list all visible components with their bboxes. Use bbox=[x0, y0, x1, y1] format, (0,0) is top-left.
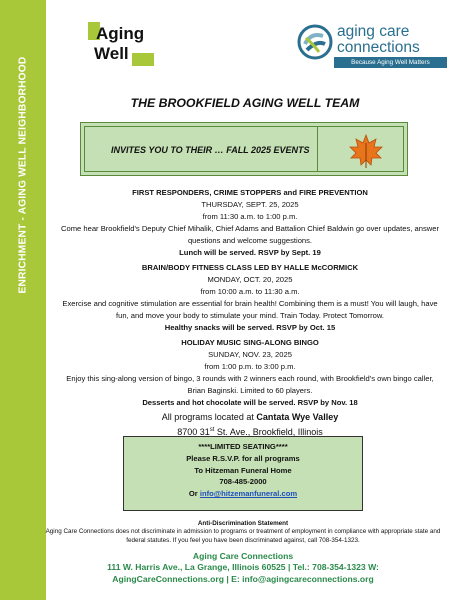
rsvp-box bbox=[123, 436, 363, 511]
rsvp-content bbox=[124, 437, 362, 500]
footer-address: 111 W. Harris Ave., La Grange, Illinois 60525 | Tel.: 708-354-1323 W: bbox=[107, 562, 379, 573]
event-description: Come hear Brookfield's Deputy Chief Mihalik, Chief Adams and Battalion Chief Baldwin go over updates, answer questions and welcome suggestions. bbox=[61, 224, 439, 245]
event-time: from 10:00 a.m. to 11:30 a.m. bbox=[200, 287, 300, 296]
limited-seating-heading: ****LIMITED SEATING**** bbox=[198, 442, 288, 451]
event-title: BRAIN/BODY FITNESS CLASS LED BY HALLE McCORMICK bbox=[141, 263, 359, 272]
rsvp-phone: 708-485-2000 bbox=[219, 477, 267, 487]
event-2 bbox=[60, 262, 440, 334]
logo-word-aging: Aging bbox=[96, 24, 145, 43]
side-banner bbox=[0, 0, 46, 600]
aging-care-connections-logo bbox=[297, 24, 447, 70]
event-time: from 11:30 a.m. to 1:00 p.m. bbox=[202, 212, 298, 221]
invite-banner-inner bbox=[84, 126, 404, 172]
footer-contact bbox=[40, 551, 446, 585]
anti-discrimination-heading: Anti-Discrimination Statement bbox=[197, 520, 289, 527]
logo-word-well: Well bbox=[94, 44, 129, 63]
event-date: MONDAY, OCT. 20, 2025 bbox=[207, 275, 293, 284]
invite-text bbox=[111, 145, 310, 155]
invite-banner bbox=[80, 122, 408, 176]
event-note: Desserts and hot chocolate will be served. RSVP by Nov. 18 bbox=[142, 398, 358, 407]
event-note: Lunch will be served. RSVP by Sept. 19 bbox=[179, 248, 321, 257]
autumn-leaf-icon bbox=[345, 131, 387, 171]
venue-name: Cantata Wye Valley bbox=[256, 412, 339, 422]
location-line bbox=[60, 411, 440, 424]
invite-text-prefix: INVITES YOU TO THEIR … bbox=[111, 145, 227, 155]
event-title: HOLIDAY MUSIC SING-ALONG BINGO bbox=[181, 338, 319, 347]
logo-green-block-bottom bbox=[132, 53, 154, 66]
event-date: THURSDAY, SEPT. 25, 2025 bbox=[201, 200, 299, 209]
event-description: Exercise and cognitive stimulation are essential for brain health! Combining them is a must! You will laugh, have fun, and move your body to stimulate your mind. Train Today. Protect Tomorrow. bbox=[62, 299, 438, 320]
aging-well-logo bbox=[88, 22, 156, 68]
event-1 bbox=[60, 187, 440, 259]
event-note: Healthy snacks will be served. RSVP by Oct. 15 bbox=[164, 323, 336, 332]
invite-divider bbox=[317, 127, 318, 171]
event-time: from 1:00 p.m. to 3:00 p.m. bbox=[204, 362, 296, 371]
invite-text-events: FALL 2025 EVENTS bbox=[226, 145, 310, 155]
side-banner-text: ENRICHMENT - AGING WELL NEIGHBORHOOD bbox=[17, 56, 29, 294]
anti-discrimination-statement bbox=[40, 520, 446, 545]
footer-org-name: Aging Care Connections bbox=[192, 551, 294, 561]
address-rest: St. Ave., Brookfield, Illinois bbox=[214, 426, 323, 437]
rsvp-contact-name: To Hitzeman Funeral Home bbox=[194, 465, 292, 475]
rsvp-email-line bbox=[124, 488, 362, 500]
acc-circle-mark-icon bbox=[297, 24, 333, 60]
acc-name-line2: connections bbox=[337, 39, 420, 56]
event-3 bbox=[60, 337, 440, 409]
event-description: Enjoy this sing-along version of bingo, 3 rounds with 2 winners each round, with Brookfield's own bingo caller, Brian Baginski. Limited to 60 players. bbox=[66, 374, 434, 395]
anti-discrimination-body: Aging Care Connections does not discriminate in admission to programs or treatment of employment in compliance with appropriate state and federal statutes. If you feel you have been discriminated against, call 708-354-1323. bbox=[45, 528, 441, 544]
team-title: THE BROOKFIELD AGING WELL TEAM bbox=[130, 96, 360, 110]
address-number: 8700 31 bbox=[177, 426, 210, 437]
rsvp-email-link[interactable]: info@hitzemanfuneral.com bbox=[199, 489, 298, 499]
rsvp-email-prefix: Or bbox=[188, 489, 200, 499]
acc-name-line1: aging care bbox=[337, 23, 410, 40]
event-date: SUNDAY, NOV. 23, 2025 bbox=[208, 350, 292, 359]
acc-tagline: Because Aging Well Matters bbox=[334, 57, 447, 68]
address-ordinal: st bbox=[209, 426, 215, 433]
program-location bbox=[60, 411, 440, 438]
event-title: FIRST RESPONDERS, CRIME STOPPERS and FIRE PREVENTION bbox=[132, 188, 368, 197]
rsvp-instruction: Please R.S.V.P. for all programs bbox=[186, 453, 300, 463]
footer-web-email: AgingCareConnections.org | E: info@agingcareconnections.org bbox=[112, 573, 374, 584]
location-prefix: All programs located at bbox=[161, 412, 257, 422]
